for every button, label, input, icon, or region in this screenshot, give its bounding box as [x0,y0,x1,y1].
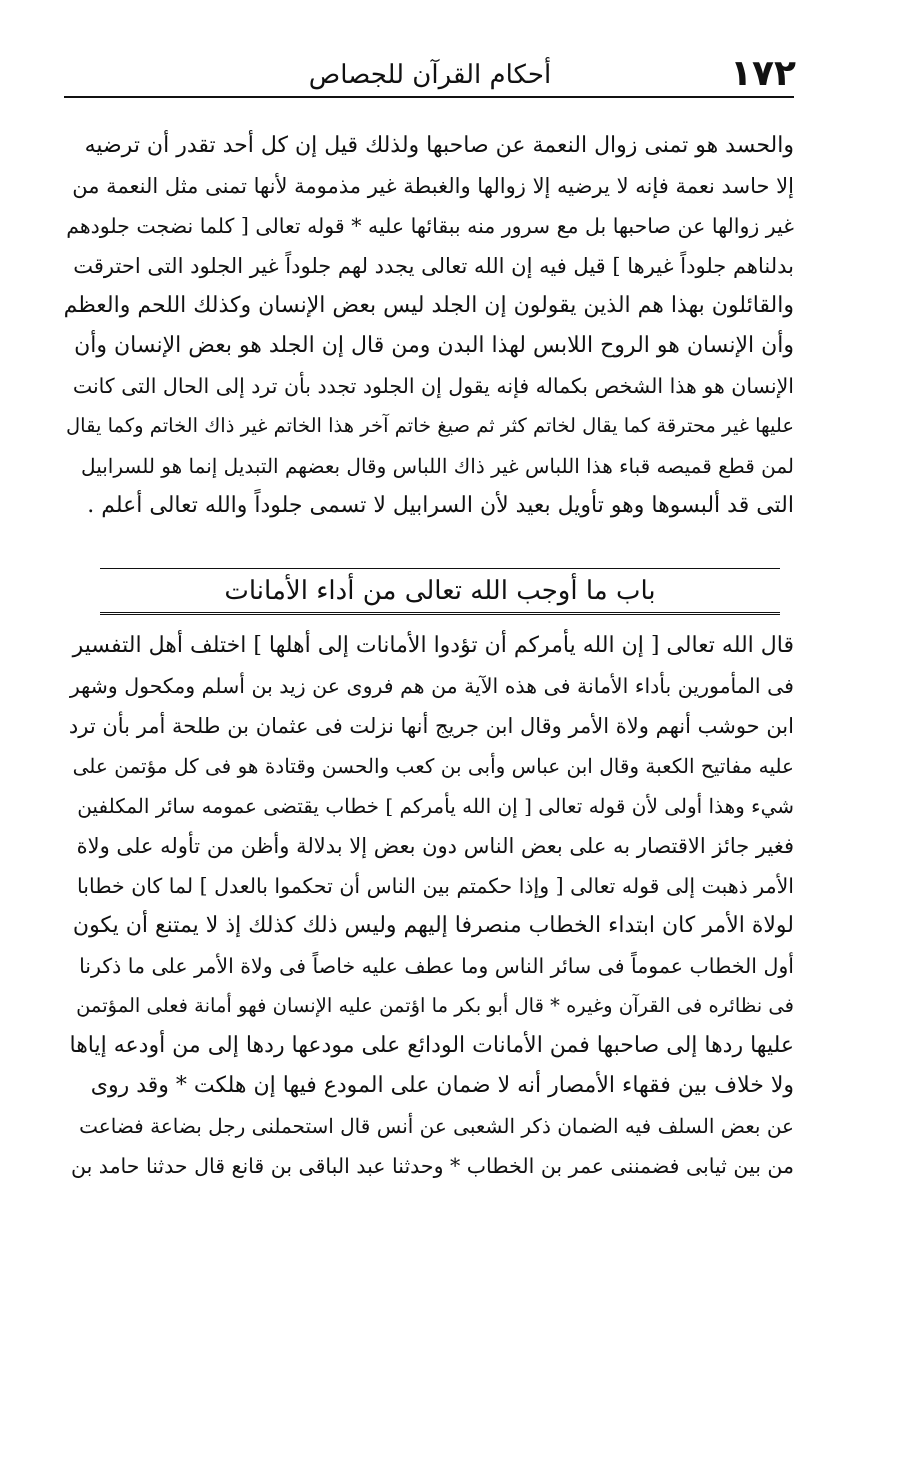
page-number: ١٧٢ [730,53,796,94]
text-line: فغير جائز الاقتصار به على بعض الناس دون بعض إلا بدلالة وأظن من تأوله على ولاة [76,834,794,858]
text-line: بدلناهم جلوداً غيرها ] قيل فيه إن الله تعالى يجدد لهم جلوداً غير الجلود التى احترقت [73,254,794,278]
text-line: فى المأمورين بأداء الأمانة فى هذه الآية من هم فروى عن زيد بن أسلم ومكحول وشهر [69,674,794,698]
text-line: التى قد ألبسوها وهو تأويل بعيد لأن السرابيل لا تسمى جلوداً والله تعالى أعلم . [87,493,794,518]
text-line: والقائلون بهذا هم الذين يقولون إن الجلد ليس بعض الإنسان وكذلك اللحم والعظم [64,293,794,318]
header-rule [64,96,794,98]
text-line: لمن قطع قميصه قباء هذا اللباس غير ذاك اللباس وقال بعضهم التبديل إنما هو للسرابيل [81,454,794,478]
text-line: الأمر ذهبت إلى قوله تعالى [ وإذا حكمتم بين الناس أن تحكموا بالعدل ] لما كان خطابا [77,874,794,898]
chapter-rule-bottom [100,612,780,615]
text-line: عليها ردها إلى صاحبها فمن الأمانات الودائع على مودعها ردها إلى من أودعه إياها [69,1033,794,1058]
text-line: فى نظائره فى القرآن وغيره * قال أبو بكر ما اؤتمن عليه الإنسان فهو أمانة فعلى المؤتمن [76,994,794,1017]
text-line: الإنسان هو هذا الشخص بكماله فإنه يقول إن الجلود تجدد بأن ترد إلى الحال التى كانت [72,374,794,398]
text-line: ولا خلاف بين فقهاء الأمصار أنه لا ضمان على المودع فيها إن هلكت * وقد روى [90,1073,794,1098]
page-header [64,50,796,92]
text-line: والحسد هو تمنى زوال النعمة عن صاحبها ولذلك قيل إن كل أحد تقدر أن ترضيه [84,133,794,158]
chapter-title: باب ما أوجب الله تعالى من أداء الأمانات [224,576,656,606]
text-line: وأن الإنسان هو الروح اللابس لهذا البدن ومن قال إن الجلد هو بعض الإنسان وأن [74,333,794,358]
text-line: قال الله تعالى [ إن الله يأمركم أن تؤدوا الأمانات إلى أهلها ] اختلف أهل التفسير [72,633,794,658]
text-line: لولاة الأمر كان ابتداء الخطاب منصرفا إليهم وليس ذلك كذلك إذ لا يمتنع أن يكون [72,913,794,938]
text-line: شيء وهذا أولى لأن قوله تعالى [ إن الله يأمركم ] خطاب يقتضى عمومه سائر المكلفين [77,794,794,818]
running-title: أحكام القرآن للجصاص [308,60,552,90]
text-line: عليها غير محترقة كما يقال لخاتم كثر ثم صيغ خاتم آخر هذا الخاتم غير ذاك الخاتم وكما يقال [66,414,794,437]
text-line: غير زوالها عن صاحبها بل مع سرور منه ببقائها عليه * قوله تعالى [ كلما نضجت جلودهم [66,214,794,238]
text-line: عليه مفاتيح الكعبة وقال ابن عباس وأبى بن كعب والحسن وقتادة هو فى كل مؤتمن على [72,754,794,778]
text-section-2 [64,626,794,1186]
chapter-rule-top [100,568,780,569]
text-line: عن بعض السلف فيه الضمان ذكر الشعبى عن أنس قال استحملنى رجل بضاعة فضاعت [79,1114,794,1138]
text-line: ابن حوشب أنهم ولاة الأمر وقال ابن جريج أنها نزلت فى عثمان بن طلحة أمر بأن ترد [68,714,794,738]
text-line: أول الخطاب عموماً فى سائر الناس وما عطف عليه خاصاً فى ولاة الأمر على ما ذكرنا [79,954,794,978]
text-line: من بين ثيابى فضمننى عمر بن الخطاب * وحدثنا عبد الباقى بن قانع قال حدثنا حامد بن [70,1154,794,1178]
text-section-1 [64,126,794,526]
text-line: إلا حاسد نعمة فإنه لا يرضيه إلا زوالها والغبطة غير مذمومة لأنها تمنى مثل النعمة من [72,174,794,198]
